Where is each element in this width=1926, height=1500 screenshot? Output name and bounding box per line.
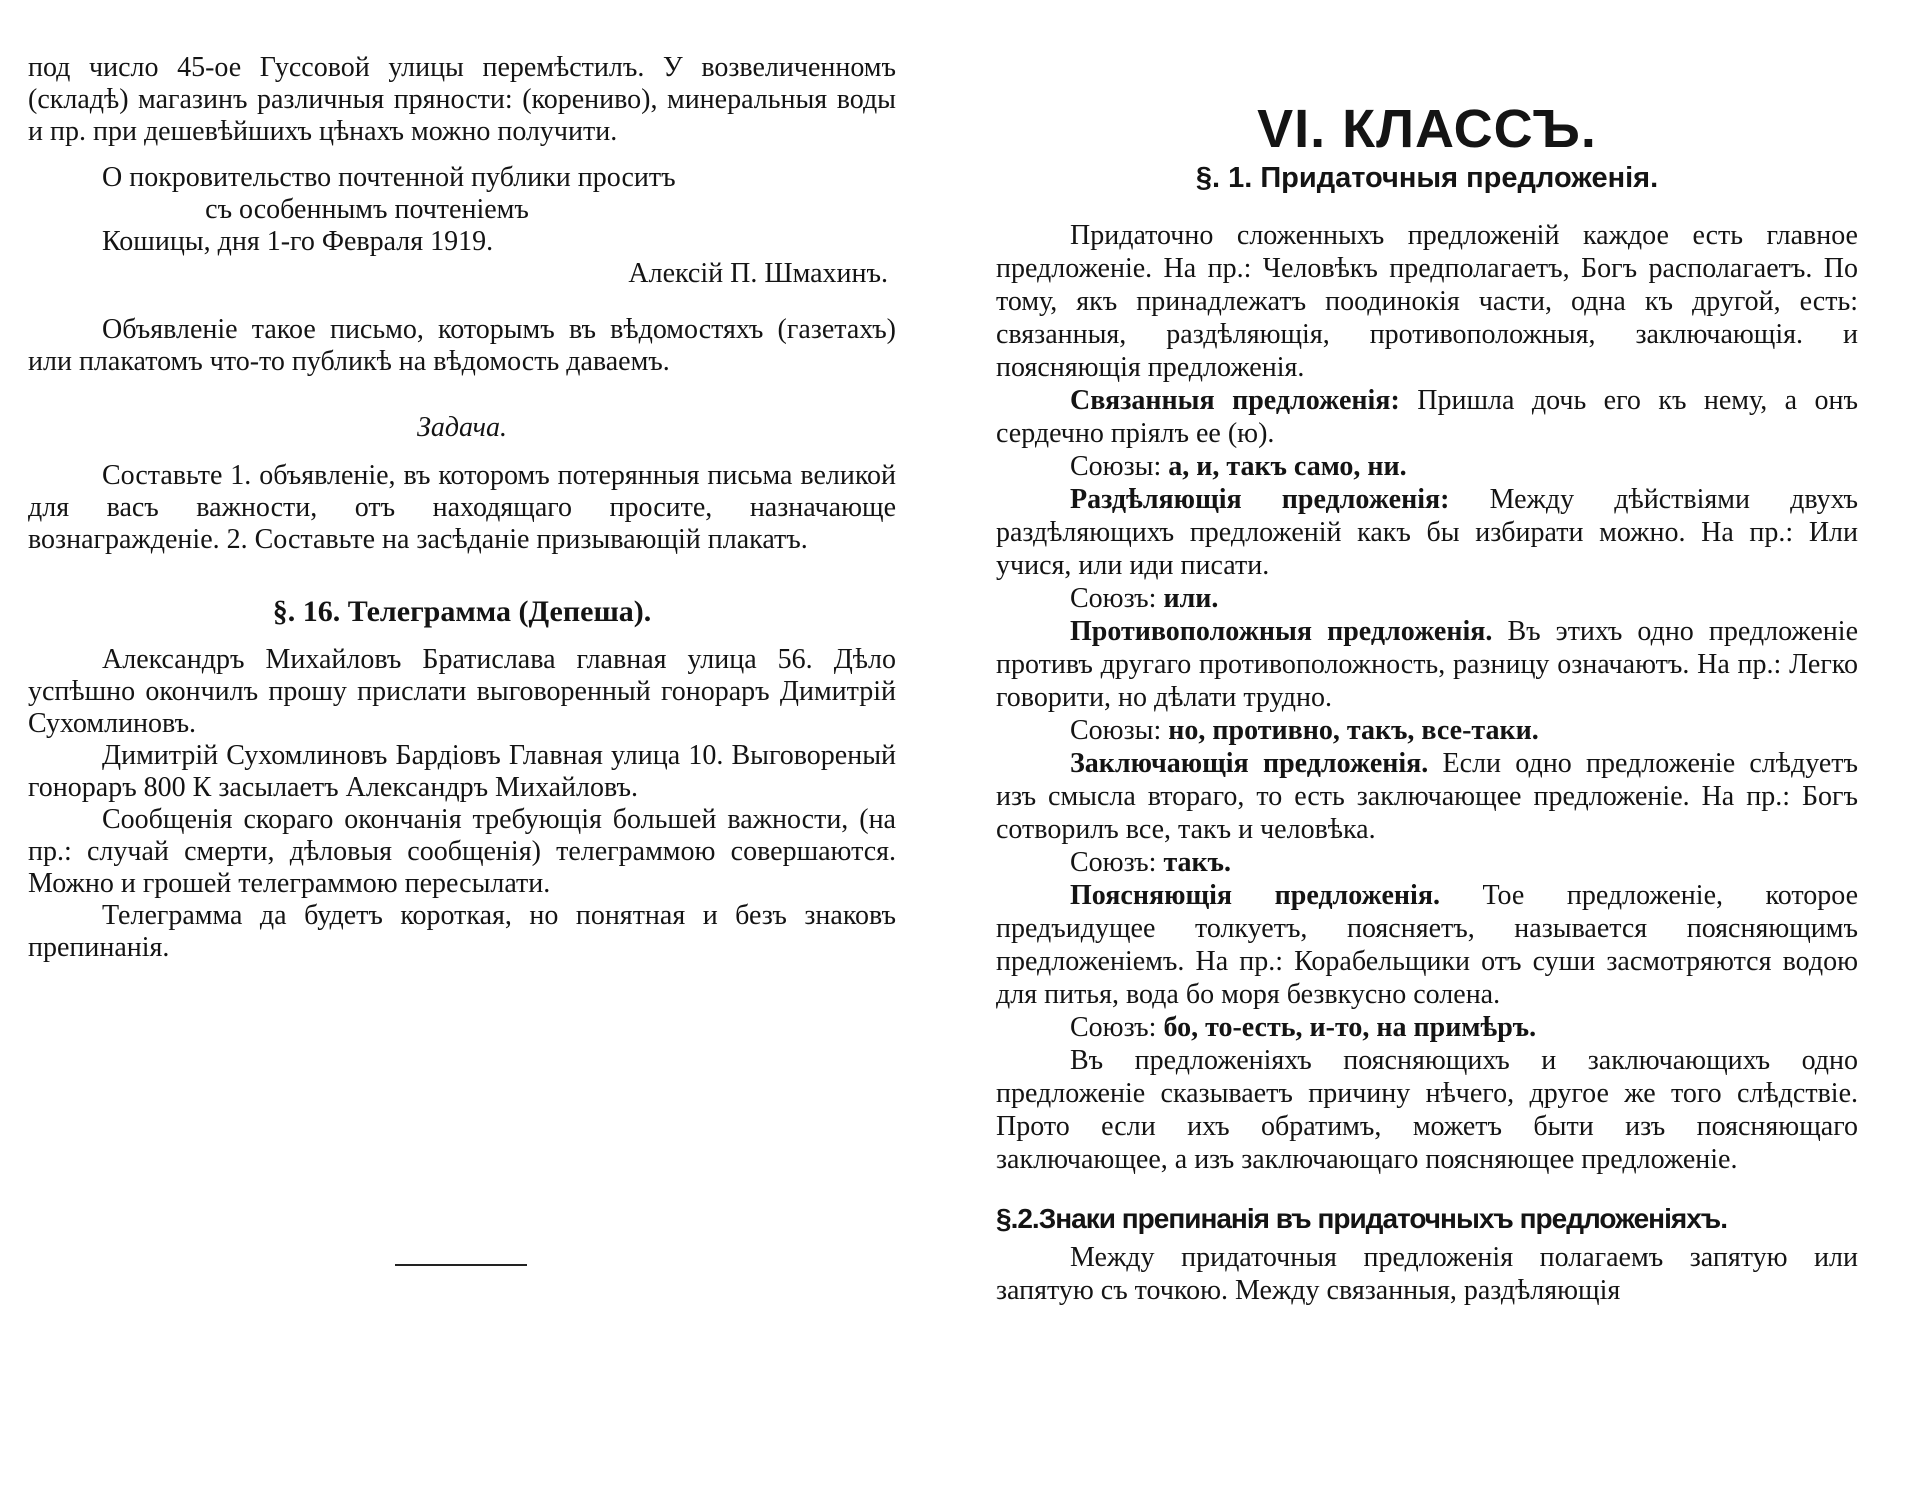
connected-conj-list: а, и, такъ само, ни. (1161, 451, 1407, 482)
telegram-rule-text: Телеграмма да будетъ короткая, но понятная и безъ знаковъ препинанiя. (28, 900, 896, 963)
concluding-conj-label: Союзъ: (1070, 847, 1157, 878)
explaining-conj-list: бо, то-есть, и-то, на примѣръ. (1156, 1012, 1537, 1043)
dividing-conj-list: или. (1156, 583, 1219, 614)
explaining-text: Тое предложенiе, которое предъидущее толкуетъ, поясняетъ, называется поясняющимъ предложенiемъ. На пр.: Корабельщики отъ суши засмотряются водою для питья, вода бо моря безвкусно солена. (996, 880, 1858, 1010)
signature-line: Алексiй П. Шмахинъ. (628, 258, 888, 289)
telegram-usage-text: Сообщенiя скораго окончанiя требующiя большей важности, (на пр.: случай смерти, дѣловыя сообщенiя) телеграммою совершаются. Можно и грошей телеграммою пересылати. (28, 804, 896, 899)
connected-text: Пришла дочь его къ нему, а онъ сердечно прiялъ ее (ю). (996, 385, 1858, 449)
opposing-text: Въ этихъ одно предложенiе противъ другаго противоположность, разницу означаютъ. На пр.: Легко говорити, но дѣлати трудно. (996, 616, 1859, 713)
concluding-conj-list: такъ. (1156, 847, 1231, 878)
explaining-conj-label: Союзъ: (1070, 1012, 1157, 1043)
request-line: О покровительство почтенной публики проситъ (102, 162, 676, 193)
dividing-conjunctions (996, 582, 1858, 615)
concluding-term: Заключающiя предложенiя. (1070, 748, 1429, 779)
right-page (996, 100, 1858, 1307)
subordinate-clauses-title: §. 1. Придаточныя предложенiя. (1195, 162, 1659, 194)
telegram-example-2: Димитрiй Сухомлиновъ Бардiовъ Главная улица 10. Выговореный гонораръ 800 К засылаетъ Александръ Михайловъ. (28, 740, 896, 803)
left-page (28, 52, 896, 964)
explaining-conjunctions (996, 1011, 1858, 1044)
dividing-term: Раздѣляющiя предложенiя: (1070, 484, 1450, 515)
telegram-section-title: §. 16. Телеграмма (Депеша). (272, 595, 652, 628)
announcement-definition: Объявленiе такое письмо, которымъ въ вѣдомостяхъ (газетахъ) или плакатомъ что-то публикѣ на вѣдомость даваемъ. (28, 314, 896, 377)
place-date-line: Кошицы, дня 1-го Февраля 1919. (102, 226, 494, 257)
concluding-clauses (996, 747, 1858, 846)
task-title: Задача. (416, 412, 507, 443)
dividing-conj-label: Союзъ: (1070, 583, 1157, 614)
dividing-text: Между дѣйствiями двухъ раздѣляющихъ предложенiй какъ бы избирати можно. На пр.: Или учися, или иди писати. (996, 484, 1858, 581)
explaining-clauses (996, 879, 1858, 1011)
punctuation-section-text: Между придаточныя предложенiя полагаемъ запятую или запятую съ точкою. Между связанныя, раздѣляющiя (996, 1242, 1858, 1306)
task-text: Составьте 1. объявленiе, въ которомъ потерянныя письма великой для васъ важности, отъ находящаго просите, назначающе вознагражденiе. 2. Составьте на засѣданiе призывающiй плакатъ. (28, 460, 896, 555)
connected-clauses (996, 384, 1858, 450)
punctuation-section-title: §.2.Знаки препинанiя въ придаточныхъ предложенiяхъ. (996, 1203, 1727, 1234)
concluding-text: Если одно предложенiе слѣдуетъ изъ смысла втораго, то есть заключающее предложенiе. На пр.: Богъ сотворилъ все, такъ и человѣка. (996, 748, 1858, 845)
reverse-note: Въ предложенiяхъ поясняющихъ и заключающихъ одно предложенiе сказываетъ причину нѣчего, другое же того слѣдствiе. Прото если ихъ обратимъ, можетъ быти изъ поясняющаго заключающее, а изъ заключающаго поясняющее предложенiе. (996, 1045, 1858, 1175)
concluding-conjunctions (996, 846, 1858, 879)
dividing-clauses (996, 483, 1858, 582)
respect-line: съ особеннымъ почтенiемъ (205, 194, 529, 225)
shop-announcement-text: под число 45-ое Гуссовой улицы перемѣстилъ. У возвеличенномъ (складѣ) магазинъ различныя пряности: (корениво), минеральныя воды и пр. при дешевѣйшихъ цѣнахъ можно получити. (28, 52, 896, 147)
connected-term: Связанныя предложенiя: (1070, 385, 1400, 416)
intro-text: Придаточно сложенныхъ предложенiй каждое есть главное предложенiе. На пр.: Человѣкъ предполагаетъ, Богъ располагаетъ. По тому, якъ принадлежатъ поодинокiя части, одна къ другой, есть: связанныя, раздѣляющiя, противоположныя, заключающiя. и поясняющiя предложенiя. (996, 220, 1858, 383)
page-end-rule (395, 1264, 527, 1266)
opposing-term: Противоположныя предложенiя. (1070, 616, 1493, 647)
explaining-term: Поясняющiя предложенiя. (1070, 880, 1440, 911)
opposing-conj-list: но, противно, такъ, все-таки. (1161, 715, 1539, 746)
opposing-conjunctions (996, 714, 1858, 747)
connected-conjunctions (996, 450, 1858, 483)
connected-conj-label: Союзы: (1070, 451, 1162, 482)
opposing-clauses (996, 615, 1858, 714)
class-title: VI. КЛАССЪ. (1257, 99, 1597, 159)
telegram-example-1: Александръ Михайловъ Братислава главная улица 56. Дѣло успѣшно окончилъ прошу прислати выговоренный гонораръ Димитрiй Сухомлиновъ. (28, 644, 896, 739)
opposing-conj-label: Союзы: (1070, 715, 1162, 746)
